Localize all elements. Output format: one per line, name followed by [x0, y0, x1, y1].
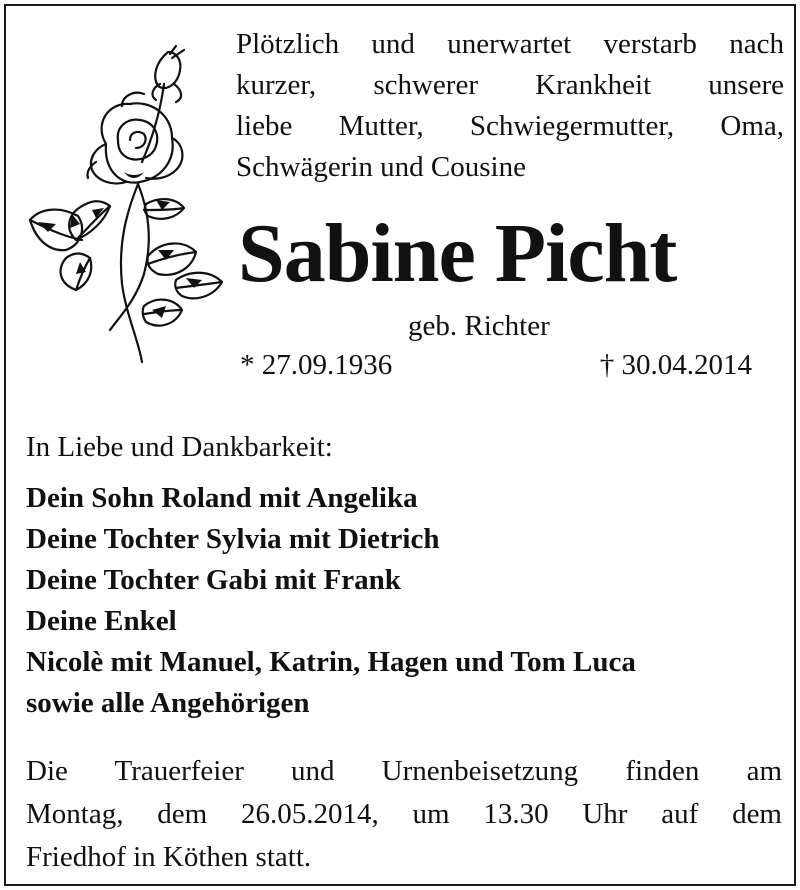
greeting: In Liebe und Dankbarkeit: [26, 431, 333, 463]
birth-name: geb. Richter [408, 310, 550, 342]
service-info [26, 750, 782, 879]
family-member: Dein Sohn Roland mit Angelika [26, 482, 418, 514]
family-member: Deine Tochter Gabi mit Frank [26, 564, 401, 596]
family-member: sowie alle Angehörigen [26, 687, 310, 719]
family-list [26, 478, 636, 724]
rose-illustration-icon [26, 44, 226, 364]
death-date: † 30.04.2014 [599, 349, 752, 381]
intro-line: kurzer, schwerer Krankheit unsere [236, 69, 784, 101]
intro-line: Schwägerin und Cousine [236, 151, 526, 183]
intro-line: Plötzlich und unerwartet verstarb nach [236, 28, 784, 60]
service-line: Montag, dem 26.05.2014, um 13.30 Uhr auf dem [26, 798, 782, 830]
birth-date: * 27.09.1936 [240, 349, 393, 381]
family-member: Nicolè mit Manuel, Katrin, Hagen und Tom Luca [26, 646, 636, 678]
obituary-notice [4, 4, 796, 886]
service-line: Die Trauerfeier und Urnenbeisetzung finden am [26, 755, 782, 787]
intro-line: liebe Mutter, Schwiegermutter, Oma, [236, 110, 784, 142]
family-member: Deine Enkel [26, 605, 177, 637]
intro-text [236, 24, 784, 188]
service-line: Friedhof in Köthen statt. [26, 841, 312, 873]
family-member: Deine Tochter Sylvia mit Dietrich [26, 523, 440, 555]
deceased-name: Sabine Picht [238, 207, 677, 300]
